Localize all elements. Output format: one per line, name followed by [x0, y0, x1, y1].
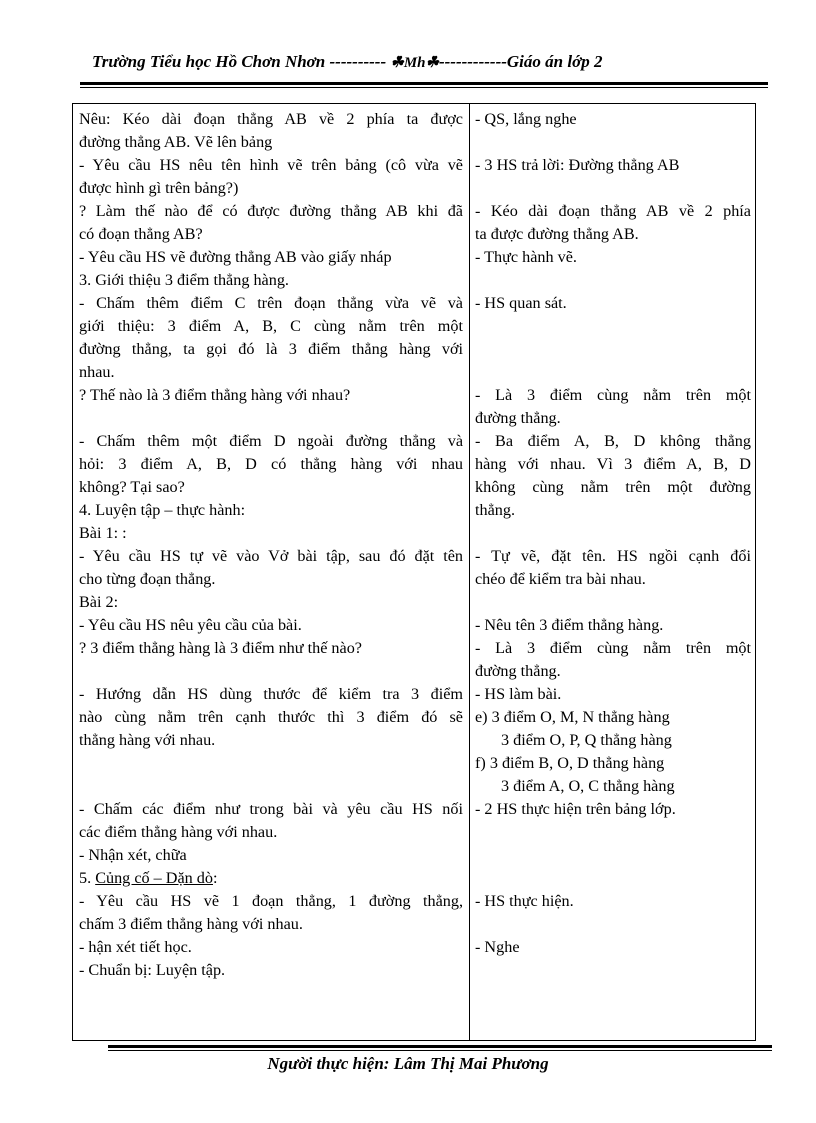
text-line	[475, 890, 751, 913]
text-line	[475, 729, 751, 752]
line-text: thẳng.	[475, 501, 516, 519]
line-text: cho từng đoạn thẳng.	[79, 570, 216, 588]
line-text: hỏi: 3 điểm A, B, D có thẳng hàng với nhau	[79, 455, 463, 473]
text-line	[475, 292, 751, 315]
text-line	[79, 959, 463, 982]
grade-label: Giáo án lớp 2	[506, 52, 603, 71]
line-text: - Thực hành vẽ.	[475, 248, 577, 266]
author-footer: Người thực hiện: Lâm Thị Mai Phương	[267, 1054, 549, 1073]
line-text: - 2 HS thực hiện trên bảng lớp.	[475, 800, 676, 818]
header-rule-thin	[80, 87, 768, 88]
text-line	[475, 752, 751, 775]
text-line	[79, 292, 463, 315]
footer-rule	[108, 1045, 772, 1048]
text-line	[475, 683, 751, 706]
text-line	[79, 545, 463, 568]
line-text: - Là 3 điểm cùng nằm trên một	[475, 639, 751, 657]
line-suffix: :	[212, 869, 218, 887]
text-line	[79, 269, 463, 292]
line-text: - Yêu cầu HS nêu yêu cầu của bài.	[79, 616, 302, 634]
line-text: hàng với nhau. Vì 3 điểm A, B, D	[475, 455, 751, 473]
text-line	[475, 499, 751, 522]
line-text: - Hướng dẫn HS dùng thước để kiểm tra 3 điểm	[79, 685, 463, 703]
text-line	[79, 936, 463, 959]
line-text: - Yêu cầu HS vẽ đường thẳng AB vào giấy nháp	[79, 248, 392, 266]
line-text: - Chấm thêm một điểm D ngoài đường thẳng và	[79, 432, 463, 450]
text-line	[475, 936, 751, 959]
logo-ornament: ☘Mh☘	[390, 55, 439, 71]
text-line	[79, 154, 463, 177]
text-line	[79, 591, 463, 614]
text-line	[475, 246, 751, 269]
text-line	[79, 361, 463, 384]
line-text: đường thẳng.	[475, 662, 561, 680]
footer-rule-thin	[108, 1050, 772, 1051]
line-text: f) 3 điểm B, O, D thẳng hàng	[475, 754, 665, 772]
column-divider	[469, 104, 470, 1040]
line-text: - hận xét tiết học.	[79, 938, 192, 956]
lesson-table	[72, 103, 756, 1041]
text-line	[475, 660, 751, 683]
line-text: ta được đường thẳng AB.	[475, 225, 639, 243]
line-text: đường thẳng AB. Vẽ lên bảng	[79, 133, 273, 151]
text-line	[475, 108, 751, 131]
text-line	[475, 798, 751, 821]
text-line	[475, 706, 751, 729]
line-text: ? 3 điểm thẳng hàng là 3 điểm như thế nào?	[79, 639, 362, 657]
line-text: nào cùng nằm trên cạnh thước thì 3 điểm đó sẽ	[79, 708, 463, 726]
text-line	[79, 384, 463, 407]
line-text: ? Làm thế nào để có được đường thẳng AB khi đã	[79, 202, 463, 220]
line-text: có đoạn thẳng AB?	[79, 225, 203, 243]
text-line	[79, 844, 463, 867]
line-text: - Tự vẽ, đặt tên. HS ngồi cạnh đổi	[475, 547, 751, 565]
text-line	[79, 683, 463, 706]
line-text: không cùng nằm trên một đường	[475, 478, 751, 496]
text-line	[475, 407, 751, 430]
line-text: được hình gì trên bảng?)	[79, 179, 239, 197]
text-line	[79, 177, 463, 200]
line-text: - Là 3 điểm cùng nằm trên một	[475, 386, 751, 404]
line-text: các điểm thẳng hàng với nhau.	[79, 823, 278, 841]
line-text: thẳng hàng với nhau.	[79, 731, 216, 749]
line-text: nhau.	[79, 363, 115, 381]
header-separator: ----------	[329, 52, 387, 71]
text-line	[475, 614, 751, 637]
line-text: - Ba điểm A, B, D không thẳng	[475, 432, 751, 450]
text-line	[475, 200, 751, 223]
text-line	[79, 568, 463, 591]
text-line	[475, 568, 751, 591]
line-text: 5.	[79, 869, 96, 887]
line-text: - Nêu tên 3 điểm thẳng hàng.	[475, 616, 664, 634]
line-text: - HS thực hiện.	[475, 892, 574, 910]
line-text: Bài 2:	[79, 593, 119, 611]
text-line	[79, 430, 463, 453]
text-line	[79, 890, 463, 913]
text-line	[79, 200, 463, 223]
text-line	[79, 637, 463, 660]
text-line	[79, 522, 463, 545]
line-text: đường thẳng.	[475, 409, 561, 427]
line-text: chéo để kiểm tra bài nhau.	[475, 570, 646, 588]
line-text: - Yêu cầu HS vẽ 1 đoạn thẳng, 1 đường thẳng,	[79, 892, 463, 910]
text-line	[79, 798, 463, 821]
line-text: - 3 HS trả lời: Đường thẳng AB	[475, 156, 680, 174]
line-text: - Yêu cầu HS nêu tên hình vẽ trên bảng (cô vừa vẽ	[79, 156, 463, 174]
text-line	[79, 499, 463, 522]
text-line	[79, 131, 463, 154]
text-line	[79, 614, 463, 637]
text-line	[475, 453, 751, 476]
line-text: e) 3 điểm O, M, N thẳng hàng	[475, 708, 670, 726]
line-text: đường thẳng, ta gọi đó là 3 điểm thẳng hàng với	[79, 340, 463, 358]
line-text: Nêu: Kéo dài đoạn thẳng AB về 2 phía ta được	[79, 110, 463, 128]
text-line	[79, 108, 463, 131]
line-text: 3. Giới thiệu 3 điểm thẳng hàng.	[79, 271, 289, 289]
school-name: Trường Tiểu học Hồ Chơn Nhơn	[92, 52, 326, 71]
line-text: - Nghe	[475, 938, 520, 956]
text-line	[79, 913, 463, 936]
header-rule	[80, 82, 768, 85]
text-line	[79, 223, 463, 246]
line-text: - QS, lắng nghe	[475, 110, 577, 128]
line-text: 4. Luyện tập – thực hành:	[79, 501, 246, 519]
text-line	[79, 476, 463, 499]
text-line	[79, 729, 463, 752]
text-line	[79, 821, 463, 844]
line-text: - Kéo dài đoạn thẳng AB về 2 phía	[475, 202, 751, 220]
line-text: ? Thế nào là 3 điểm thẳng hàng với nhau?	[79, 386, 351, 404]
line-text: - Chuẩn bị: Luyện tập.	[79, 961, 226, 979]
line-text: - Chấm thêm điểm C trên đoạn thẳng vừa vẽ và	[79, 294, 463, 312]
text-line	[475, 637, 751, 660]
section-title: Củng cố – Dặn dò	[95, 869, 213, 887]
line-text: không? Tại sao?	[79, 478, 185, 496]
text-line	[79, 246, 463, 269]
line-text: - Chấm các điểm như trong bài và yêu cầu HS nối	[79, 800, 463, 818]
text-line	[79, 453, 463, 476]
line-text: 3 điểm O, P, Q thẳng hàng	[501, 731, 672, 749]
line-text: 3 điểm A, O, C thẳng hàng	[501, 777, 675, 795]
text-line	[475, 430, 751, 453]
line-text: - Yêu cầu HS tự vẽ vào Vở bài tập, sau đó đặt tên	[79, 547, 463, 565]
text-line	[79, 867, 463, 890]
line-text: - HS làm bài.	[475, 685, 562, 703]
line-text: - Nhận xét, chữa	[79, 846, 187, 864]
line-text: giới thiệu: 3 điểm A, B, C cùng nằm trên một	[79, 317, 463, 335]
text-line	[475, 545, 751, 568]
page-header	[92, 52, 692, 72]
line-text: chấm 3 điểm thẳng hàng với nhau.	[79, 915, 303, 933]
text-line	[475, 154, 751, 177]
text-line	[475, 384, 751, 407]
text-line	[79, 315, 463, 338]
text-line	[79, 338, 463, 361]
text-line	[475, 223, 751, 246]
text-line	[475, 476, 751, 499]
text-line	[475, 775, 751, 798]
header-separator: ------------	[438, 52, 507, 71]
text-line	[79, 706, 463, 729]
line-text: - HS quan sát.	[475, 294, 567, 312]
line-text: Bài 1: :	[79, 524, 127, 542]
